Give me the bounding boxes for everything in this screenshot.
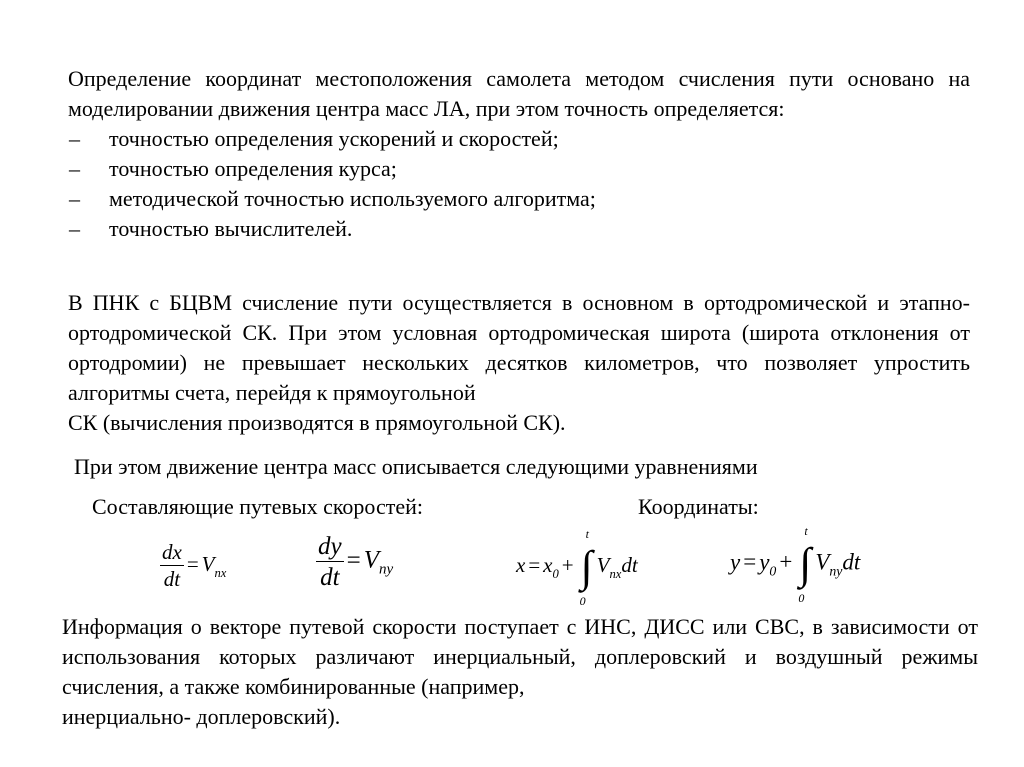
fraction-denominator: dt: [320, 564, 340, 591]
velocity-symbol: V: [363, 546, 379, 574]
list-item: [68, 154, 970, 184]
differential: dt: [842, 549, 861, 575]
y0-subscript: 0: [769, 563, 777, 579]
info-last-line: инерциально- доплеровский).: [62, 704, 341, 729]
integral-lower-limit: 0: [798, 591, 805, 605]
integral-sign: [795, 524, 815, 605]
list-item: [68, 184, 970, 214]
intro-paragraph: Определение координат местоположения самолета методом счисления пути основано на моделировании движения центра масс ЛА, при этом точность определяется:: [68, 66, 970, 121]
y-symbol: y: [730, 549, 741, 575]
fraction-dx-dt: [160, 542, 184, 590]
pnk-last-line: СК (вычисления производятся в прямоугольной СК).: [68, 410, 566, 435]
velocity-symbol: V: [201, 551, 215, 576]
equals-sign: =: [346, 546, 361, 574]
intro-section: [68, 64, 970, 244]
coords-label: Координаты:: [638, 494, 759, 519]
list-item-text: методической точностью используемого алгоритма;: [109, 186, 596, 211]
plus-sign: +: [779, 549, 793, 575]
formula-x-coordinate: [516, 527, 638, 608]
dash-marker: –: [69, 216, 80, 241]
fraction-numerator: dx: [162, 540, 182, 564]
list-item-text: точностью определения курса;: [109, 156, 397, 181]
list-item: [68, 124, 970, 154]
velocity-subscript: nx: [609, 566, 622, 581]
equals-sign: =: [743, 549, 757, 575]
dash-marker: –: [69, 186, 80, 211]
fraction-dy-dt: [316, 534, 344, 590]
integral-sign: [577, 527, 597, 608]
x0-symbol: x: [543, 552, 553, 577]
velocity-symbol: V: [596, 552, 610, 577]
pnk-text: В ПНК с БЦВМ счисление пути осуществляется в основном в ортодромической и этапно-ортодромической СК. При этом условная ортодромическая широта (широта отклонения от ортодромии) не превышает нескольких десятков километров, что позволяет упростить алгоритмы счета, перейдя к прямоугольной: [68, 290, 970, 405]
equals-sign: =: [186, 551, 199, 576]
velocity-subscript: ny: [829, 563, 843, 579]
x0-subscript: 0: [552, 566, 559, 581]
integral-glyph: ∫: [799, 539, 812, 588]
integral-lower-limit: 0: [579, 594, 586, 608]
integral-glyph: ∫: [580, 542, 593, 591]
dash-marker: –: [69, 156, 80, 181]
integral-upper-limit: t: [804, 524, 808, 538]
accuracy-list: [68, 124, 970, 244]
y0-symbol: y: [759, 549, 770, 575]
pnk-paragraph: [68, 288, 970, 438]
formula-dy-dt: [316, 534, 393, 590]
list-item-text: точностью вычислителей.: [109, 216, 353, 241]
x-symbol: x: [516, 552, 526, 577]
list-item: [68, 214, 970, 244]
differential: dt: [621, 552, 638, 577]
dash-marker: –: [69, 126, 80, 151]
equals-sign: =: [528, 552, 541, 577]
formula-y-coordinate: [730, 524, 861, 605]
info-text: Информация о векторе путевой скорости поступает с ИНС, ДИСС или СВС, в зависимости от использования которых различают инерциальный, доплеровский и воздушный режимы счисления, а также комбинированные (например,: [62, 614, 978, 699]
fraction-denominator: dt: [163, 567, 181, 591]
info-paragraph: [62, 612, 978, 732]
plus-sign: +: [561, 552, 574, 577]
speeds-label: Составляющие путевых скоростей:: [92, 494, 423, 519]
formula-dx-dt: [160, 542, 226, 590]
velocity-subscript: ny: [379, 561, 394, 578]
velocity-symbol: V: [815, 549, 830, 575]
fraction-numerator: dy: [318, 533, 342, 560]
velocity-subscript: nx: [214, 565, 227, 580]
equations-intro: При этом движение центра масс описывается следующими уравнениями: [74, 454, 758, 479]
integral-upper-limit: t: [585, 527, 589, 541]
list-item-text: точностью определения ускорений и скоростей;: [109, 126, 559, 151]
